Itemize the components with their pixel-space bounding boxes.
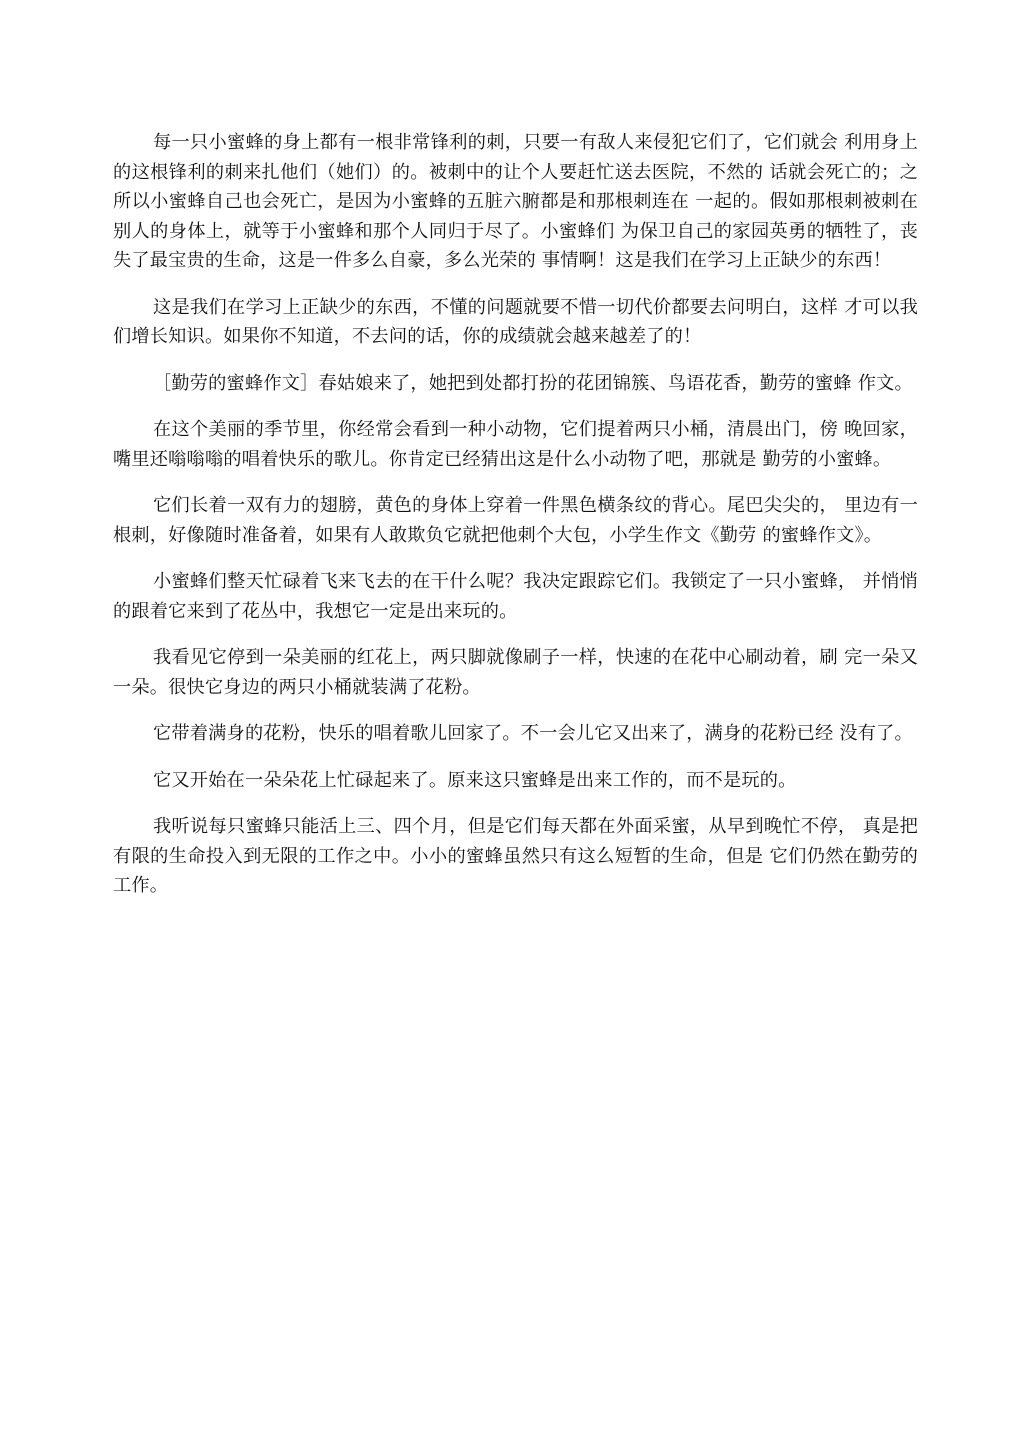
paragraph-10: 我听说每只蜜蜂只能活上三、四个月，但是它们每天都在外面采蜜，从早到晚忙不停， 真是把有限的生命投入到无限的工作之中。小小的蜜蜂虽然只有这么短暂的生命，但是 它们仍然在勤劳的工作。: [113, 816, 918, 896]
paragraph-7: 我看见它停到一朵美丽的红花上，两只脚就像刷子一样，快速的在花中心刷动着，刷 完一朵又一朵。很快它身边的两只小桶就装满了花粉。: [113, 647, 918, 698]
paragraph-3: ［勤劳的蜜蜂作文］春姑娘来了，她把到处都打扮的花团锦簇、鸟语花香，勤劳的蜜蜂 作文。: [153, 372, 913, 394]
paragraph-2: 这是我们在学习上正缺少的东西，不懂的问题就要不惜一切代价都要去问明白，这样 才可以我们增长知识。如果你不知道，不去问的话，你的成绩就会越来越差了的！: [113, 296, 918, 347]
paragraph-1: 每一只小蜜蜂的身上都有一根非常锋利的刺，只要一有敌人来侵犯它们了，它们就会 利用身上的这根锋利的刺来扎他们（她们）的。被刺中的让个人要赶忙送去医院，不然的 话就会死亡的；之所以小蜜蜂自己也会死亡，是因为小蜜蜂的五脏六腑都是和那根刺连在 一起的。假如那根刺被刺在别人的身体上，就等于小蜜蜂和那个人同归于尽了。小蜜蜂们 为保卫自己的家园英勇的牺牲了，丧失了最宝贵的生命，这是一件多么自豪，多么光荣的 事情啊！这是我们在学习上正缺少的东西！: [113, 132, 918, 271]
paragraph-9: 它又开始在一朵朵花上忙碌起来了。原来这只蜜蜂是出来工作的，而不是玩的。: [153, 769, 797, 791]
paragraph-8: 它带着满身的花粉，快乐的唱着歌儿回家了。不一会儿它又出来了，满身的花粉已经 没有了。: [153, 723, 913, 744]
paragraph-4: 在这个美丽的季节里，你经常会看到一种小动物，它们提着两只小桶，清晨出门，傍 晚回家，嘴里还嗡嗡嗡的唱着快乐的歌儿。你肯定已经猜出这是什么小动物了吧，那就是 勤劳的小蜜蜂。: [113, 419, 918, 470]
paragraph-5: 它们长着一双有力的翅膀，黄色的身体上穿着一件黑色横条纹的背心。尾巴尖尖的， 里边有一根刺，好像随时准备着，如果有人敢欺负它就把他刺个大包，小学生作文《勤劳 的蜜蜂作文》。: [113, 495, 918, 546]
document-body: [113, 128, 918, 918]
paragraph-6: 小蜜蜂们整天忙碌着飞来飞去的在干什么呢？我决定跟踪它们。我锁定了一只小蜜蜂， 并悄悄的跟着它来到了花丛中，我想它一定是出来玩的。: [113, 571, 918, 622]
